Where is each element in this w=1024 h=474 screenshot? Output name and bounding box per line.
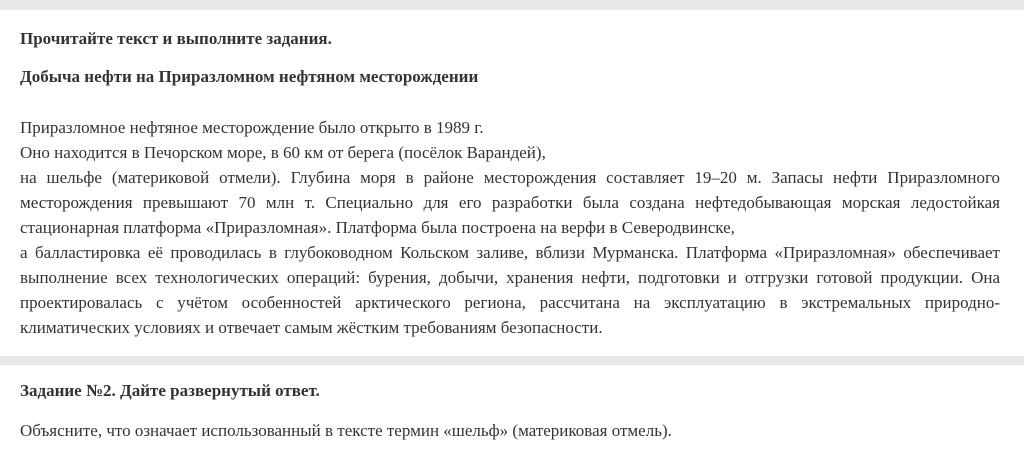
instruction-heading: Прочитайте текст и выполните задания. — [20, 29, 332, 48]
article-paragraph: на шельфе (материковой отмели). Глубина моря в районе месторождения составляет 19–20 м. Запасы нефти Приразломного месторождения превышают 70 млн т. Специально для его разработки была создана нефтедобывающая морская ледостойкая стационарная платформа «Приразломная». Платформа была построена на верфи в Северодвинске, — [20, 168, 1000, 237]
reading-section — [0, 10, 1024, 356]
task-title: Задание №2. Дайте развернутый ответ. — [20, 381, 320, 400]
article-body — [20, 115, 1000, 340]
article-line: Оно находится в Печорском море, в 60 км от берега (посёлок Варандей), — [20, 143, 546, 162]
task-section — [0, 365, 1024, 474]
article-title: Добыча нефти на Приразломном нефтяном месторождении — [20, 67, 479, 86]
article-line: Приразломное нефтяное месторождение было открыто в 1989 г. — [20, 118, 484, 137]
section-divider — [0, 356, 1024, 365]
article-paragraph: а балластировка её проводилась в глубоководном Кольском заливе, вблизи Мурманска. Платформа «Приразломная» обеспечивает выполнение всех технологических операций: бурения, добычи, хранения нефти, подготовки и отгрузки готовой продукции. Она проектировалась с учётом особенностей арктического региона, рассчитана на эксплуатацию в экстремальных природно-климатических условиях и отвечает самым жёстким требованиям безопасности. — [20, 243, 1000, 337]
task-question: Объясните, что означает использованный в тексте термин «шельф» (материковая отмель). — [20, 421, 672, 440]
top-divider — [0, 0, 1024, 10]
